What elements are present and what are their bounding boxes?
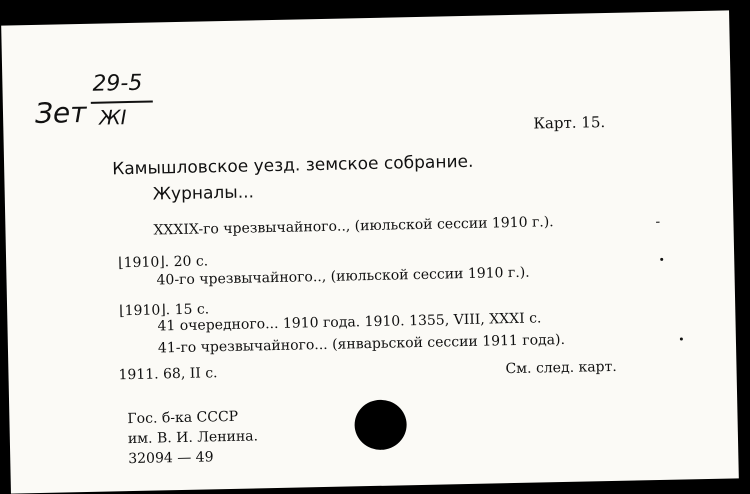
catalog-card xyxy=(1,10,739,493)
entry-line: 1911. 68, II с. xyxy=(118,365,218,384)
entry-line: ⌊1910⌋. 15 с. xyxy=(119,301,210,320)
see-next-card: См. след. карт. xyxy=(505,358,617,378)
entry-line: XXXIX-го чрезвычайного.., (июльской сессии 1910 г.). xyxy=(153,214,554,239)
speck xyxy=(680,337,683,340)
library-line: им. В. И. Ленина. xyxy=(127,428,259,448)
punch-hole xyxy=(354,399,407,450)
speck xyxy=(660,258,663,261)
shelfmark-divider xyxy=(91,101,153,104)
entry-line: ⌊1910⌋. 20 с. xyxy=(118,253,209,272)
entry-line: 40-го чрезвычайного.., (июльской сессии 1910 г.). xyxy=(156,264,530,289)
library-line: 32094 — 49 xyxy=(128,449,214,468)
shelfmark-bottom: ЖI xyxy=(98,105,127,130)
card-subheading: Журналы... xyxy=(152,182,255,205)
shelfmark-prefix: Зет xyxy=(34,95,87,130)
card-number: Карт. 15. xyxy=(533,113,606,133)
shelfmark-top: 29-5 xyxy=(92,70,143,97)
card-heading: Камышловское уезд. земское собрание. xyxy=(112,151,474,180)
entry-line: 41 очередного... 1910 года. 1910. 1355, VIII, XXXI с. xyxy=(157,310,542,335)
entry-line: 41-го чрезвычайного... (январьской сессии 1911 года). xyxy=(157,331,566,357)
dash-mark: - xyxy=(655,213,661,231)
library-line: Гос. б-ка СССР xyxy=(127,408,239,428)
